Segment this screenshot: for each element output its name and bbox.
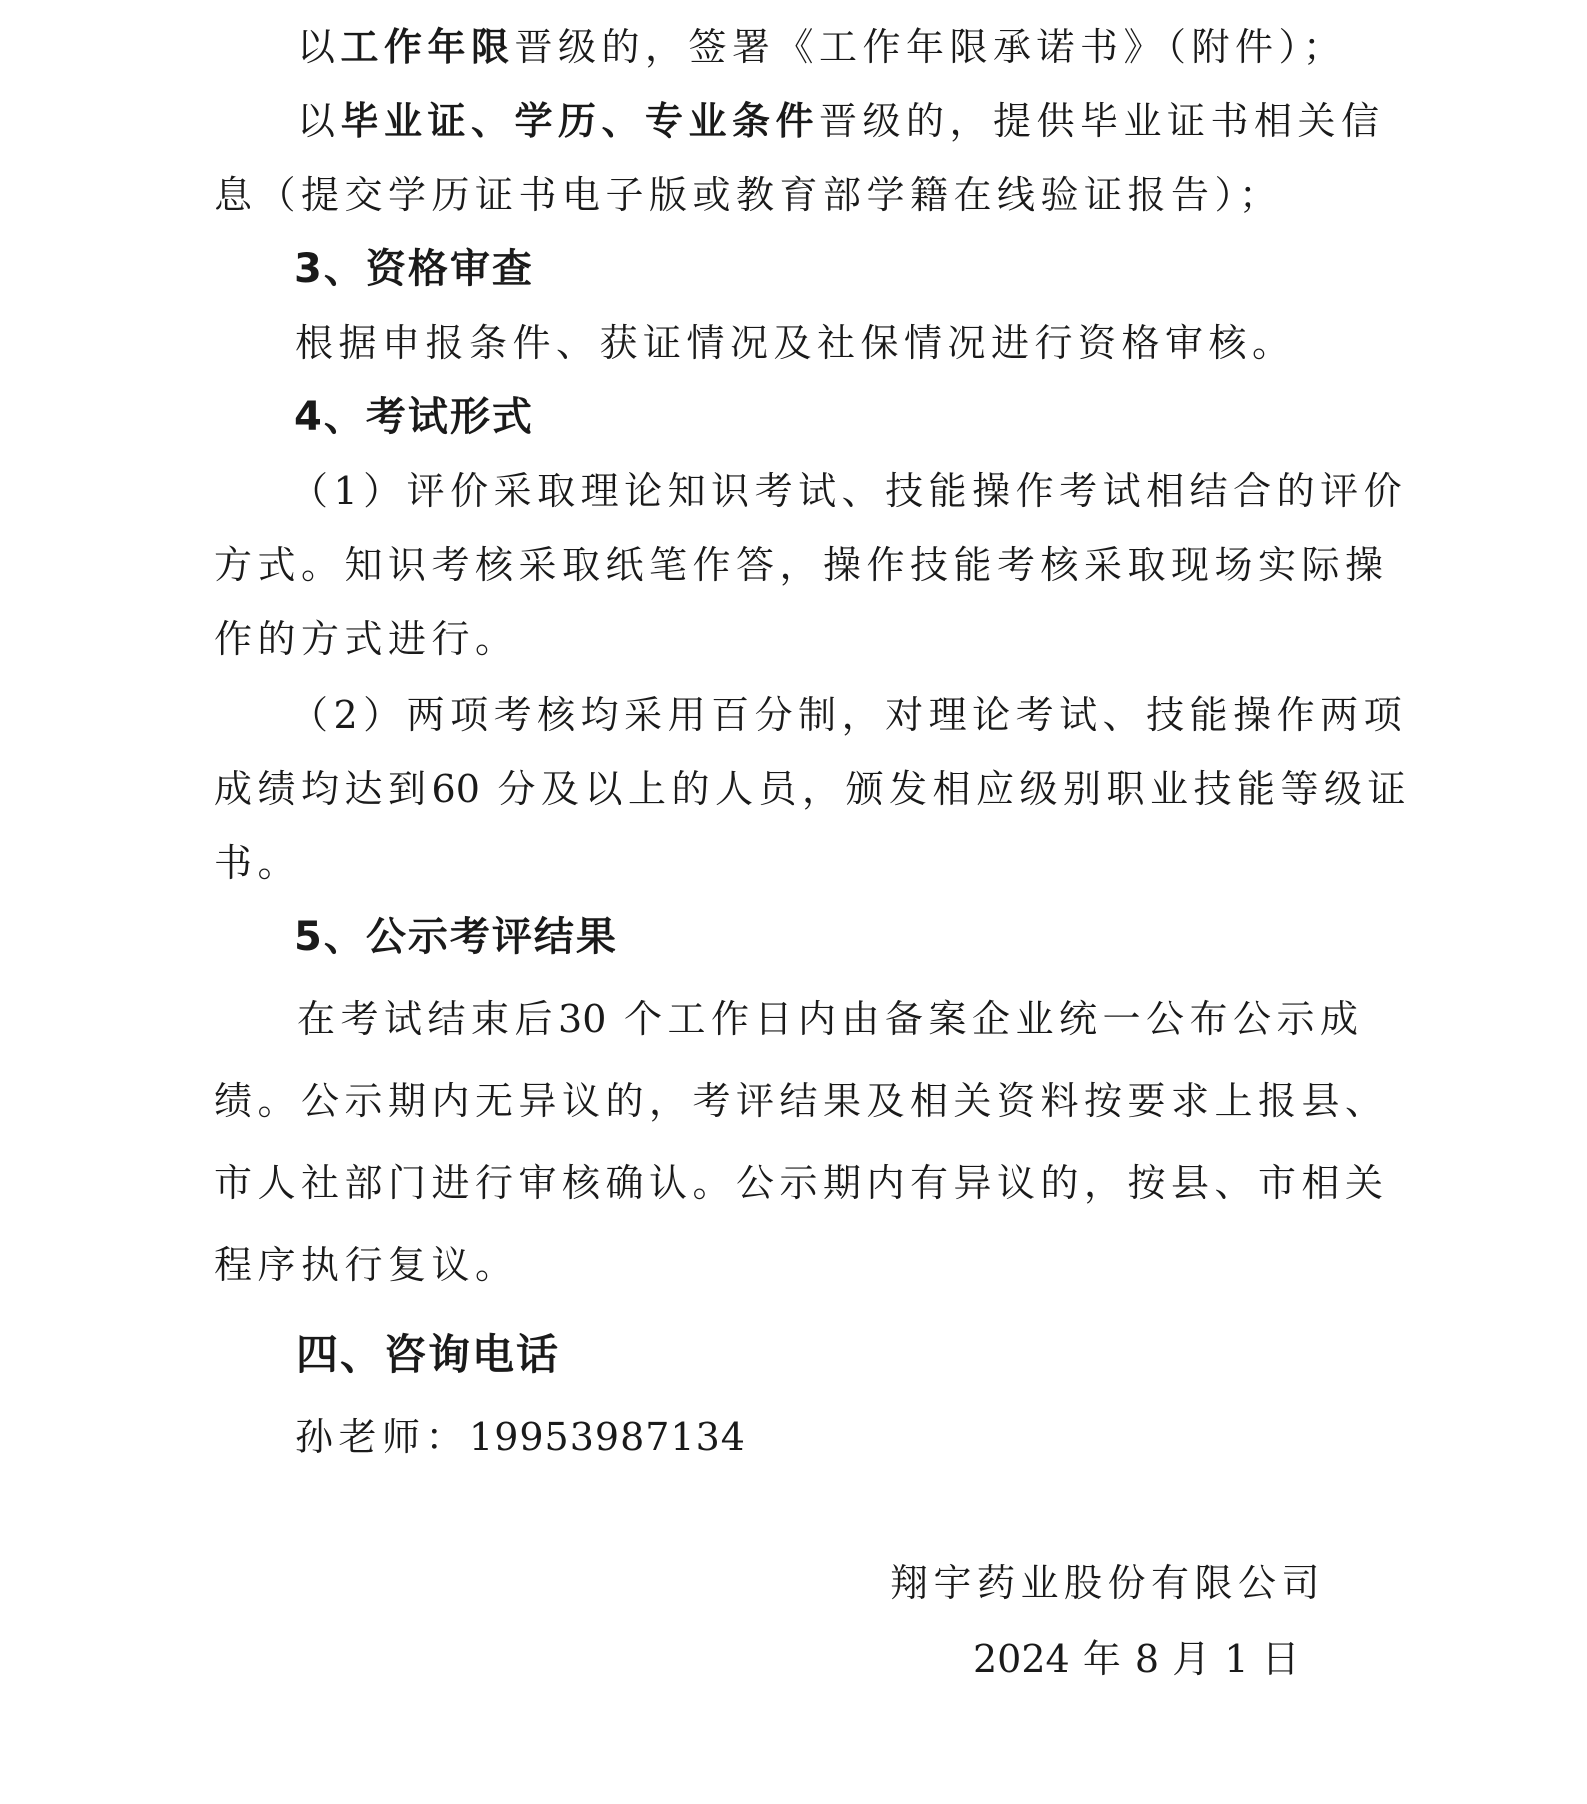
p2-bold: 毕业证、学历、专业条件: [340, 98, 820, 143]
paragraph-diploma-line1: [297, 96, 1385, 146]
contact-phone: 19953987134: [469, 1415, 746, 1459]
section-5-heading: 5、公示考评结果: [294, 914, 618, 960]
section-5-line3: 市人社部门进行审核确认。公示期内有异议的，按县、市相关: [214, 1161, 1389, 1205]
section-5-line2: 绩。公示期内无异议的，考评结果及相关资料按要求上报县、: [214, 1079, 1389, 1123]
contact-line: [295, 1412, 746, 1462]
contact-heading: 四、咨询电话: [296, 1330, 561, 1379]
item2-line2-b: 分及以上的人员，颁发相应级别职业技能等级证: [497, 767, 1411, 811]
section-4-item1-line1: （1）评价采取理论知识考试、技能操作考试相结合的评价: [290, 469, 1408, 513]
paragraph-diploma-line2: 息（提交学历证书电子版或教育部学籍在线验证报告）；: [214, 173, 1283, 217]
date-year-unit: 年: [1082, 1637, 1122, 1681]
section-4-item1-line2: 方式。知识考核采取纸笔作答，操作技能考核采取现场实际操: [214, 543, 1389, 587]
p1-text-b: 晋级的，签署《工作年限承诺书》（附件）；: [514, 25, 1347, 69]
section5-line1-b: 个工作日内由备案企业统一公布公示成: [623, 997, 1364, 1041]
paragraph-work-years: [297, 22, 1347, 72]
item2-line2-a: 成绩均达到: [214, 767, 432, 811]
p2-text-a: 以: [297, 99, 341, 143]
p1-text-a: 以: [297, 25, 341, 69]
section-4-item1-line3: 作的方式进行。: [214, 617, 519, 661]
date-month-unit: 月: [1172, 1637, 1212, 1681]
contact-label: 孙老师：: [295, 1415, 470, 1459]
date-day-unit: 日: [1261, 1637, 1301, 1681]
p2-text-b: 晋级的，提供毕业证书相关信: [819, 99, 1385, 143]
section-3-heading: 3、资格审查: [294, 246, 534, 292]
section5-line1-a: 在考试结束后: [297, 997, 559, 1041]
item2-score: 60: [431, 767, 480, 811]
section-5-line1: [297, 994, 1363, 1044]
date-year: 2024: [973, 1637, 1070, 1681]
section-5-line4: 程序执行复议。: [214, 1243, 519, 1287]
p1-bold: 工作年限: [340, 24, 515, 69]
date-day: 1: [1224, 1637, 1249, 1681]
signature-company: 翔宇药业股份有限公司: [890, 1561, 1326, 1605]
section-4-item2-line2: [214, 764, 1411, 814]
date-month: 8: [1134, 1637, 1160, 1681]
section-4-heading: 4、考试形式: [294, 394, 534, 440]
section-4-item2-line3: 书。: [214, 841, 302, 885]
signature-date: [973, 1634, 1301, 1684]
section5-days: 30: [558, 997, 607, 1041]
section-4-item2-line1: （2）两项考核均采用百分制，对理论考试、技能操作两项: [290, 693, 1408, 737]
section-3-body: 根据申报条件、获证情况及社保情况进行资格审核。: [295, 321, 1296, 365]
